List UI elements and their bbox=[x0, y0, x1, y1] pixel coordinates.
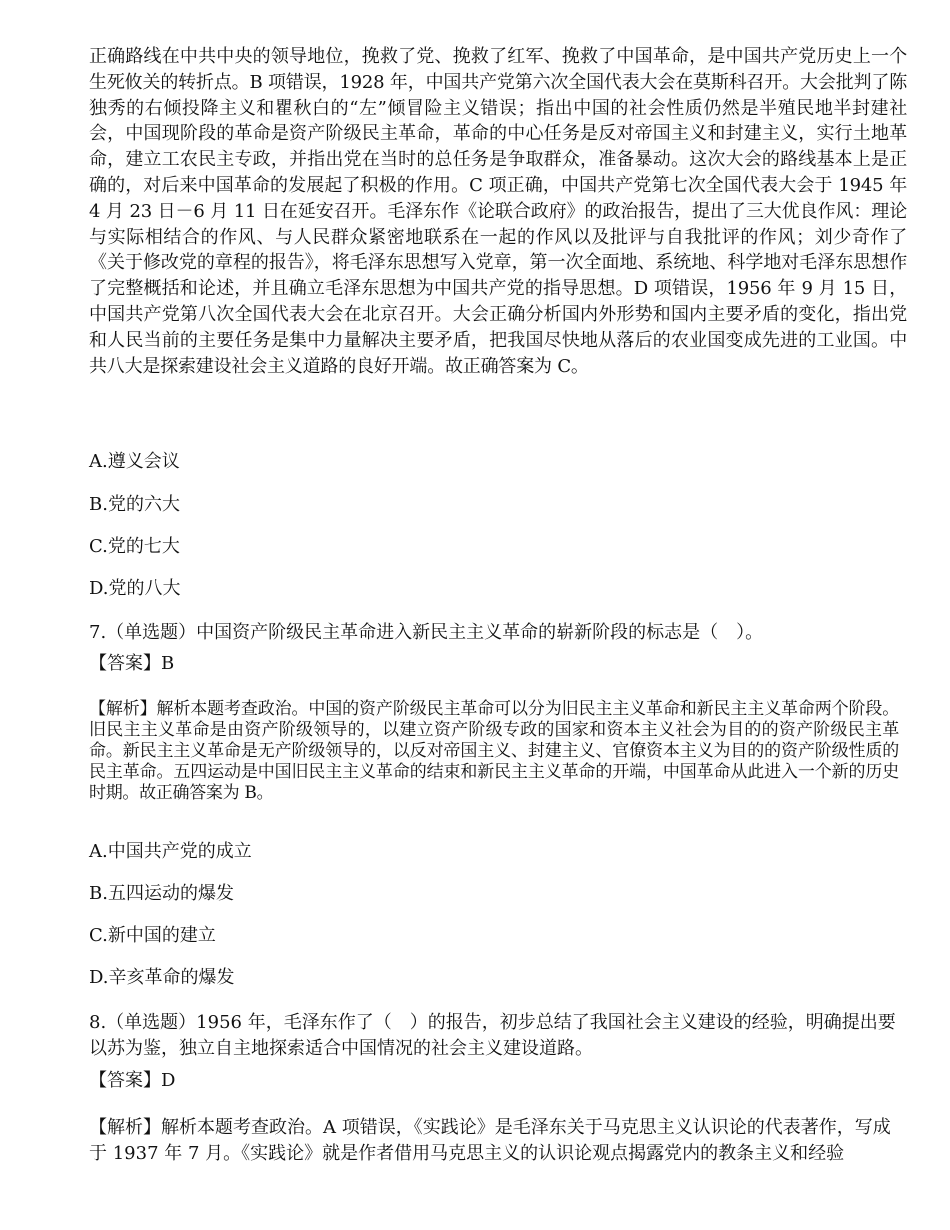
option-b: B.党的六大 bbox=[89, 494, 180, 515]
option-c: C.党的七大 bbox=[89, 536, 180, 557]
answer-7: 【答案】B bbox=[89, 653, 175, 674]
question-7: 7.（单选题）中国资产阶级民主革命进入新民主主义革命的崭新阶段的标志是（ ）。 bbox=[89, 622, 764, 643]
explanation-7: 【解析】解析本题考查政治。中国的资产阶级民主革命可以分为旧民主主义革命和新民主主义革命两个阶段。旧民主主义革命是由资产阶级领导的，以建立资产阶级专政的国家和资本主义社会为目的的资产阶级民主革命。新民主主义革命是无产阶级领导的，以反对帝国主义、封建主义、官僚资本主义为目的的资产阶级性质的民主革命。五四运动是中国旧民主主义革命的结束和新民主主义革命的开端，中国革命从此进入一个新的历史时期。故正确答案为 B。 bbox=[89, 699, 899, 803]
option-b: B.五四运动的爆发 bbox=[89, 883, 234, 904]
option-c: C.新中国的建立 bbox=[89, 925, 216, 946]
question-8: 8.（单选题）1956 年，毛泽东作了（ ）的报告，初步总结了我国社会主义建设的经验，明确提出要以苏为鉴，独立自主地探索适合中国情况的社会主义建设道路。 bbox=[89, 1012, 896, 1059]
option-d: D.党的八大 bbox=[89, 578, 181, 599]
answer-8: 【答案】D bbox=[89, 1070, 176, 1091]
explanation-continued: 正确路线在中共中央的领导地位，挽救了党、挽救了红军、挽救了中国革命，是中国共产党历史上一个生死攸关的转折点。B 项错误，1928 年，中国共产党第六次全国代表大会在莫斯科召开。大会批判了陈独秀的右倾投降主义和瞿秋白的“左”倾冒险主义错误；指出中国的社会性质仍然是半殖民地半封建社会，中国现阶段的革命是资产阶级民主革命，革命的中心任务是反对帝国主义和封建主义，实行土地革命，建立工农民主专政，并指出党在当时的总任务是争取群众，准备暴动。这次大会的路线基本上是正确的，对后来中国革命的发展起了积极的作用。C 项正确，中国共产党第七次全国代表大会于 1945 年 4 月 23 日－6 月 11 日在延安召开。毛泽东作《论联合政府》的政治报告，提出了三大优良作风：理论与实际相结合的作风、与人民群众紧密地联系在一起的作风以及批评与自我批评的作风；刘少奇作了《关于修改党的章程的报告》，将毛泽东思想写入党章，第一次全面地、系统地、科学地对毛泽东思想作了完整概括和论述，并且确立毛泽东思想为中国共产党的指导思想。D 项错误，1956 年 9 月 15 日，中国共产党第八次全国代表大会在北京召开。大会正确分析国内外形势和国内主要矛盾的变化，指出党和人民当前的主要任务是集中力量解决主要矛盾，把我国尽快地从落后的农业国变成先进的工业国。中共八大是探索建设社会主义道路的良好开端。故正确答案为 C。 bbox=[89, 46, 907, 377]
option-a: A.遵义会议 bbox=[89, 451, 180, 472]
option-d: D.辛亥革命的爆发 bbox=[89, 967, 235, 988]
option-a: A.中国共产党的成立 bbox=[89, 841, 252, 862]
explanation-8: 【解析】解析本题考查政治。A 项错误，《实践论》是毛泽东关于马克思主义认识论的代表著作，写成于 1937 年 7 月。《实践论》就是作者借用马克思主义的认识论观点揭露党内的教条主义和经验 bbox=[89, 1117, 891, 1164]
